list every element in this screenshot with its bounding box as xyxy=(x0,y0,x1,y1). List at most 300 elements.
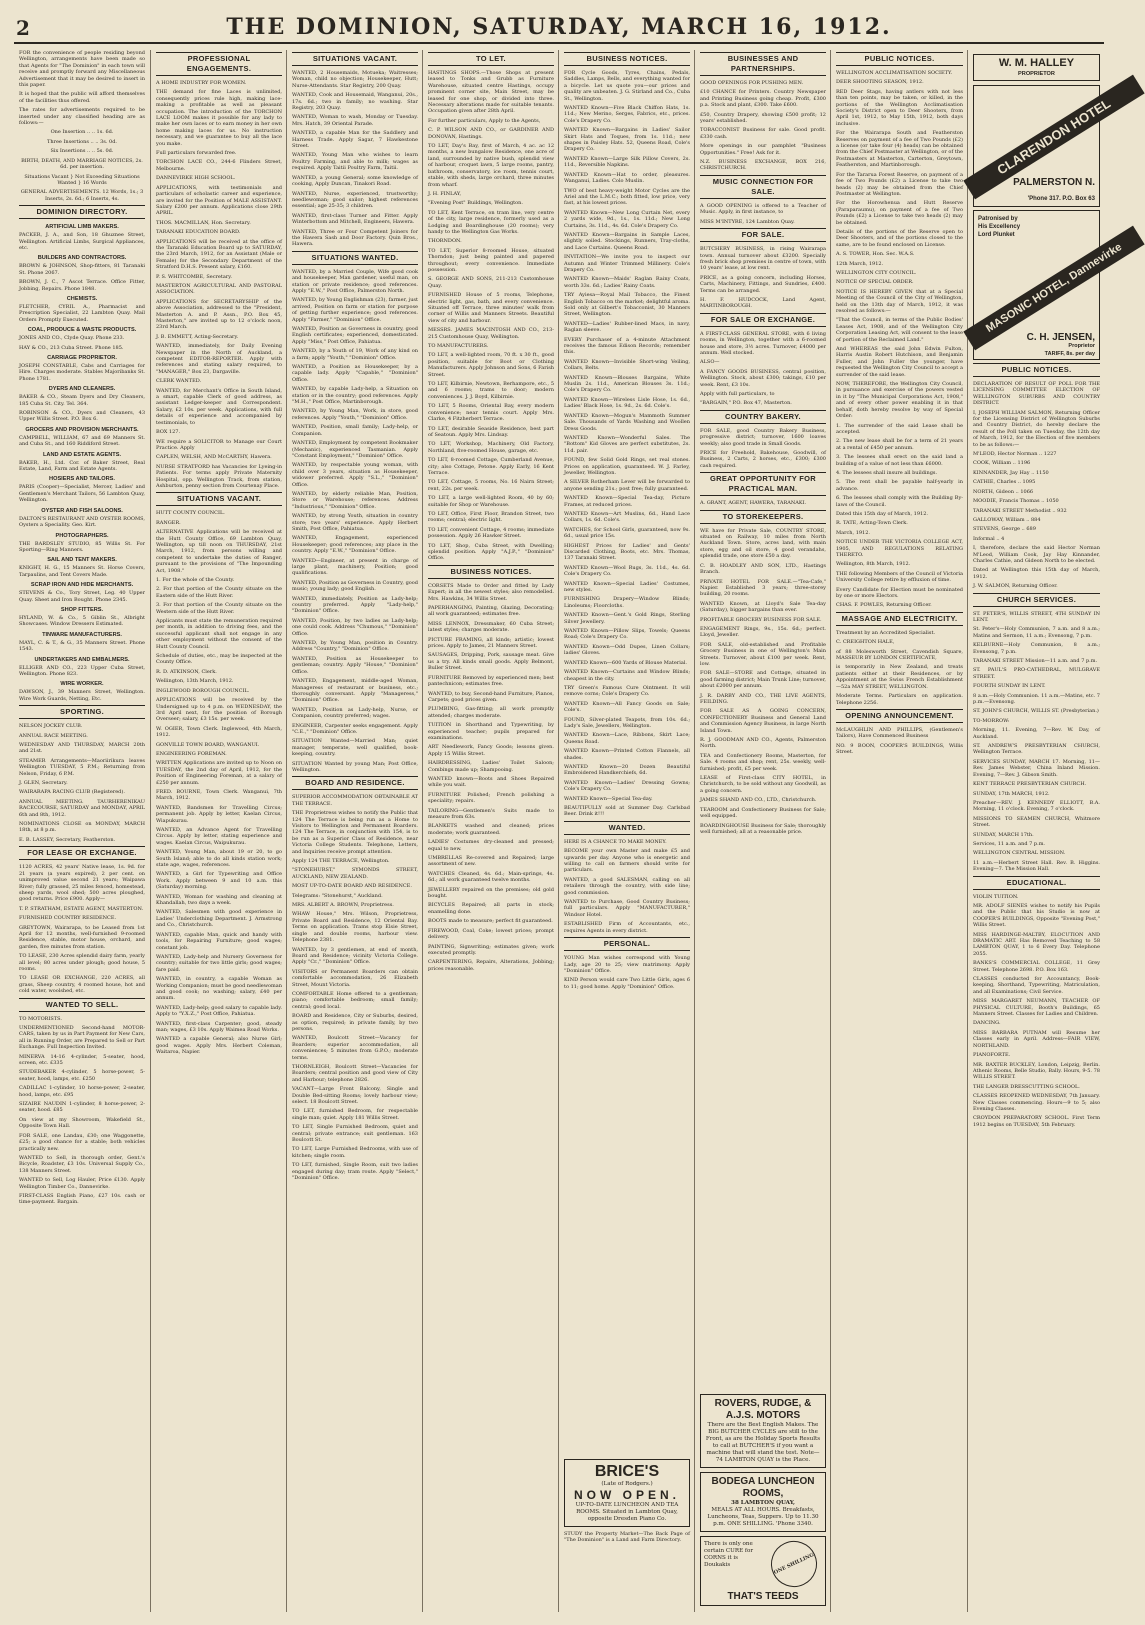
classified-ad: ENGAGEMENT Rings, 9s., 15s. 6d.; perfect. Lloyd, Jeweller. xyxy=(700,625,826,639)
classified-ad: TO-MORROW: xyxy=(973,717,1010,724)
classified-ad: FOR the convenience of people residing beyond Wellington, arrangements have been made so that Agents for "The Dominion" in each town will receive and promptly forward any Miscellaneous Advertisement that it may be desired to insert in this paper. xyxy=(19,50,145,89)
study-property-advert: STUDY the Property Market—The Back Page of "The Dominion" is a Land and Farm Directory. xyxy=(564,1531,690,1544)
brices-advert xyxy=(564,1459,690,1527)
directory-heading: WIRE WORKER. xyxy=(60,681,104,688)
directory-entry: KNIGHT, H. G., 15 Manners St. Horse Covers, Tarpaulins, and Tent Covers Made. xyxy=(19,565,145,578)
classified-ad: C. B. HOADLEY AND SON, LTD., Hastings Branch. xyxy=(700,562,826,576)
classified-ad: WANTED Known—All Fancy Goods on Sale; Cole's. xyxy=(564,700,690,714)
corns-stamp-icon xyxy=(763,1533,824,1594)
teeds-corns-advert xyxy=(700,1536,826,1606)
classified-ad: WANTED Known—Bargains in Ladies' Sailor Skirt Hats and Toques, from 1s. 11d.; new shapes in Paisley Hats. 52, Queens Road, Cole's Drapery Co. xyxy=(564,127,690,153)
column-4 xyxy=(422,50,559,1612)
directory-heading: UNDERTAKERS AND EMBALMERS. xyxy=(34,656,130,663)
classified-ad: WANTED, 2 Housemaids, Motueka; Waitresses; Woman, child no objection; Housekeeper, Hutt; Nurse-Attendants. Star Registry, 200 Quay. xyxy=(292,70,418,89)
directory-entry: HYLAND, W. & Co., 5 Giblin St., Albright Showcases. Window Dressers Estimated. xyxy=(19,614,145,628)
classified-ad: WANTED, by a Married Couple, Wife good cook and housekeeper, Man gardener, useful man, on station or private residence; good references. Apply "E.W.," Post Office, Palmerston North. xyxy=(292,268,418,294)
classified-ad: WANTED, Woman for washing and cleaning at Khandallah, two days a week. xyxy=(156,893,282,907)
classified-ad: J. R. DARBY AND CO., THE LIVE AGENTS, FEILDING. xyxy=(700,692,826,705)
classified-ad: VIOLIN TUITION. xyxy=(973,893,1019,900)
directory-entry: DALTON'S RESTAURANT AND OYSTER ROOMS, Oysters a Speciality. Geo. Kirt. xyxy=(19,515,145,529)
classified-ad: KIND Person would care Two Little Girls, ages 6 to 11; good home. Apply "Dominion" Office. xyxy=(564,977,690,990)
classified-ad: WELLINGTON CENTRAL MISSION. xyxy=(973,850,1066,857)
classified-ad: WANTED, by a Youth of 19, Work of any kind on a farm; apply "Youth," "Dominion" Office. xyxy=(292,348,418,361)
classified-ad: LADIES' Costumes dry-cleaned and pressed; equal to new. xyxy=(428,839,554,852)
classified-ad: WANTED, by respectable young woman, with child over 3 years, situation as Housekeeper, widower preferred. Apply "S.L.," "Dominion" Office. xyxy=(292,462,418,488)
classified-ad: WANTED, Employment by competent Bookmaker (Mechanic), experienced Tasmanian. Apply "Constant Employment," "Dominion" Office. xyxy=(292,440,418,459)
classified-ad: WANTED, a capable Man for the Saddlery and Harness Trade. Apply Sagar, 7 Hawkestone Street. xyxy=(292,130,418,150)
classified-ad: Details of the portions of the Reserve open to Deer Shooters, and of the portions closed to the same, are to be found enclosed on License. xyxy=(836,228,963,248)
classified-ad: ALTERNATIVE Applications will be received at the Hutt County Office, 69 Lambton Quay, Wellington, up till noon on THURSDAY, 21st March, 1912, from persons willing and competent to undertake the duties of Ranger, pursuant to the provisions of "The Impounding Act, 1908." xyxy=(156,529,282,574)
section-header: SPORTING. xyxy=(19,705,145,719)
classified-ad: A. GRANT, AGENT, HAWERA, TARANAKI. xyxy=(700,500,807,507)
classified-ad: WANTED to Sell, in thorough order, Gent.'s Bicycle, Roadster, £3 10s. Universal Supply Co., 138 Manners Street. xyxy=(19,1154,145,1174)
classified-ad: CHAS. F. POWLES, Returning Officer. xyxy=(836,602,932,609)
classified-ad: WANTED, Engagement, middle-aged Woman, Manageress of restaurant or business, etc.; thoroughly conversant. Apply "Manageress," "Dominion" Office. xyxy=(292,678,418,704)
classified-ad: WANTED a capable General; also Nurse Girl; good wages. Apply Mrs. Herbert Coleman, Waitaroa, Napier. xyxy=(156,1036,282,1056)
classified-ad: Wellington, 13th March, 1912. xyxy=(156,678,234,685)
classified-ad: TO LET, Kilbirnie, Newtown, Berhampore, etc., 5 and 6 rooms; trams to door; modern conveniences. J. J. Boyd, Kilbirnie. xyxy=(428,381,554,400)
classified-ad: FOR SALE—STORE and Cottage, situated in good farming district; Main Trunk Line; turnover, about £2000 per annum. xyxy=(700,670,826,690)
classified-ad: INGLEWOOD BOROUGH COUNCIL. xyxy=(156,687,250,694)
clarendon-hotel-name: CLARENDON HOTEL xyxy=(963,75,1144,200)
classified-ad: FIREWOOD, Coal, Coke; lowest prices; prompt delivery. xyxy=(428,927,554,941)
classified-ad: UNDERMENTIONED Second-hand MOTOR-CARS, taken by us in Part Payment for New Cars, all in Running Order, are Prepared to Sell or Part Exchange. Full Inspection Invited. xyxy=(19,1025,145,1051)
classified-ad: FRED. BOURNE, Town Clerk. Wanganui, 7th March, 1912. xyxy=(156,788,282,802)
classified-ad: WANTED Known—Pillow Slips, Towels; Queens Road; Cole's Drapery Co. xyxy=(564,628,690,641)
classified-ad: CADILLAC 1-cylinder, 10 horse-power, 2-seater, hood, lamps, etc. £95 xyxy=(19,1085,145,1098)
classified-ad: RED Deer Stags, having antlers with not less than ten points, may be taken, or killed, in the portions of the Wellington Acclimatisation Society's District open to Deer Shooters, from April 1st, 1912, to May 15th, 1912, both days inclusive. xyxy=(836,88,963,127)
section-header: MUSIC CONNECTION FOR SALE. xyxy=(700,175,826,199)
directory-heading: BUILDERS AND CONTRACTORS. xyxy=(37,255,127,262)
classified-ad: Dated this 15th day of March, 1912. xyxy=(836,510,928,517)
classified-ad: TO LET, convenient Cottage, 4 rooms; immediate possession. Apply 26 Hawker Street. xyxy=(428,526,554,540)
masonic-hotel-name: MASONIC HOTEL, Dannevirke xyxy=(963,226,1144,351)
classified-ad: TARANAKI STREET Methodist .. 932 xyxy=(973,507,1067,514)
rate-line: One Insertion .. .. 1s. 6d. xyxy=(50,129,114,136)
directory-entry: FLETCHER, CYRIL A., Pharmacist and Prescription Specialist, 22 Lambton Quay. Mail Orders Promptly Executed. xyxy=(19,303,145,323)
classified-ad: MINERVA 14-16 4-cylinder, 5-seater, hood, screen, etc. £335 xyxy=(19,1053,145,1067)
classified-ad: "That the Council, in terms of the Public Bodies' Leases Act, 1908, and of the Wellington City Corporation Leasing Act, will consent to the lease of portion of the Reclaimed Land." xyxy=(836,317,963,343)
classified-ad: W. OGIER, Town Clerk. Inglewood, 4th March, 1912. xyxy=(156,725,282,739)
classified-ad: 2. For that portion of the County situate on the Eastern side of the Hutt River. xyxy=(156,586,282,599)
classified-ad: £50, Country Drapery, showing £500 profit; 12 years' established. xyxy=(700,111,826,125)
classified-ad: COOK, William .. 1196 xyxy=(973,460,1031,467)
classified-ad: C. CREIGHTON HALE, xyxy=(836,639,895,646)
classified-ad: WANTED Known—Wireless Lisle Hose, 1s. 6d., Ladies' Black Hose, 1s. 9d., 2s. 6d. Cole's. xyxy=(564,396,690,410)
classified-ad: TO LET, furnished, Single Room, suit two ladies engaged during day; tram route. Apply "Select," "Dominion" Office. xyxy=(292,1162,418,1182)
patron-line-3: Lord Plunket xyxy=(978,232,1015,238)
patron-line-2: His Excellency xyxy=(978,224,1021,230)
directory-entry: JOSEPH CONSTABLE, Cabs and Carriages for Hire. Charges moderate. Stables Majoribanks St. Phone 1781. xyxy=(19,363,145,382)
classified-ad: ST. JOHN'S CHURCH, WILLIS ST. (Presbyterian.) xyxy=(973,708,1099,715)
classified-ad: 1. The surrender of the said Lease shall be accepted. xyxy=(836,422,963,435)
classified-ad: BICYCLES Repaired; all parts in stock; enamelling done. xyxy=(428,902,554,915)
classified-ad: WANTED to Purchase, Good Country Business; full particulars. Apply "MANUFACTURER," Windsor Hotel. xyxy=(564,899,690,918)
classified-ad: CATHIE, Charles .. 1095 xyxy=(973,479,1036,486)
classified-ad: WANTED, immediately, for Daily Evening Newspaper in the North of Auckland, a competent EDITOR-REPORTER. Apply with references and stating salary required, to "MANAGER," Box 23, Dargaville. xyxy=(156,343,282,375)
directory-heading: SCRAP IRON AND HIDE MERCHANTS. xyxy=(30,582,134,589)
directory-entry: BAKER & CO., Steam Dyers and Dry Cleaners, 185 Cuba St. City. Tel. 364. xyxy=(19,394,145,407)
classified-ad: WANTED Known—Odd Dupes, Linen Collars; ladies' Gloves. xyxy=(564,643,690,657)
directory-entry: CAMPBELL, WILLIAM, 67 and 69 Manners St. and Cuba St., and 160 Riddiford Street. xyxy=(19,434,145,448)
classified-ad: TO LET, Shop, Cuba Street, with Dwelling; splendid position. Apply "A.J.P.," "Dominion" Office. xyxy=(428,542,554,562)
directory-entry: HAY & CO., 213 Cuba Street. Phone 185. xyxy=(19,344,124,351)
classified-ad: 2. The new lease shall be for a term of 21 years at a rental of £450 per annum. xyxy=(836,438,963,451)
classified-ad: March, 1912. xyxy=(836,529,871,536)
classified-ad: S. GEORGE AND SONS, 211-213 Customhouse Quay. xyxy=(428,276,554,289)
classified-ad: WANTED, to buy, Second-hand Furniture, Pianos, Carpets; good prices given. xyxy=(428,690,554,703)
classified-ad: TO LET, a well-lighted room, 70 ft. x 30 ft., good position, suitable for Boot or Clothing Manufacturers. Apply Johnson and Sons, 6 Farish Street. xyxy=(428,352,554,378)
classified-ad: TO LET, Single Furnished Bedroom, quiet and central; private entrance; suit gentleman. 163 Boulcott St. xyxy=(292,1124,418,1144)
classified-ad: WANTED, a Position as Housekeeper, by a capable lady. Apply "Capable," "Dominion" Office. xyxy=(292,364,418,383)
corns-stamp-text: ONE SHILLING xyxy=(772,1551,815,1576)
classified-ad: WANTED, Lady-help and Nursery Governess for country; suitable for two little girls; good wages; fare paid. xyxy=(156,953,282,973)
column-3 xyxy=(286,50,423,1612)
classified-ad: PRICE, as a going concern, including Horses, Carts, Machinery, Fittings, and Sundries, £400. Terms can be arranged. xyxy=(700,274,826,294)
classified-ad: 1120 ACRES, 42 years' Native lease, 1s. 9d. for 21 years (a years expired), 2 per cent. on unimproved value second 21 years; Waipawa River; fully grassed, 25 miles fenced, homestead, sheep yards, wool shed; 500 acres ploughed, good returns. Price £900. Apply— xyxy=(19,864,145,903)
classified-ad: 6. The lessees shall comply with the Building By-laws of the Council. xyxy=(836,495,963,508)
classified-ad: The rates for advertisements required to be inserted under any classified heading are as follows:— xyxy=(19,107,145,127)
classified-ad: TRY Green's Famous Cure Ointment. It will remove corns; Cole's Drapery Co. xyxy=(564,684,690,698)
classified-ad: ST. ANDREW'S PRESBYTERIAN CHURCH, Wellington Terrace. xyxy=(973,743,1100,756)
classified-ad: WANTED Known—New Long Curtain Net, every 2 yards wide, 9d., 1s., 1s. 11d.; New Long Curtains, 3s. 11d., 4s. 6d. Cole's Drapery Co. xyxy=(564,209,690,229)
classified-ad: CARPENTERING, Repairs, Alterations, Jobbing; prices reasonable. xyxy=(428,959,554,972)
bodega-address: 38 LAMBTON QUAY, xyxy=(731,1500,795,1506)
classified-ad: UMBRELLAS Re-covered and Repaired; large assortment of new. xyxy=(428,855,554,868)
column-5 xyxy=(558,50,695,1612)
section-header: MASSAGE AND ELECTRICITY. xyxy=(836,612,963,626)
section-header: CHURCH SERVICES. xyxy=(973,593,1100,607)
classified-ad: WANTED, first-class Turner and Fitter. Apply Winterbottom and Mitchell, Engineers, Hawera. xyxy=(292,212,418,226)
classified-ad: TO LET, Cottage, 5 rooms, No. 16 Nairn Street; rent, 22s. per week. xyxy=(428,479,554,492)
directory-entry: BAKER, H., Ltd. Cor. of Baker Street, Real Estate, Land, Farm and Estate Agents. xyxy=(19,459,145,473)
classified-ad: TRY Ayiesa—Royal Mail Tobacco, the Finest English Tobacco on the market; delightful aroma. Sold only at Gilbert's Tobacconist, 30 Manners Street, Wellington. xyxy=(564,292,690,318)
classified-ad: WEDNESDAY AND THURSDAY, MARCH 20th and 21st. xyxy=(19,742,145,755)
classified-ad: GREYTOWN, Wairarapa, to be Leased from 1st April for 12 months, well-furnished 9-roomed Residence, stable, motor house, orchard, and garden, five minutes from station. xyxy=(19,924,145,950)
classified-ad: TO LET, Office, First Floor, Brandon Street, two rooms; central; electric light. xyxy=(428,510,554,524)
classified-ad: BANKS'S COMMERCIAL COLLEGE, 11 Grey Street. Telephone 2698. P.O. Box 163. xyxy=(973,960,1100,973)
halley-banner xyxy=(973,54,1100,81)
classified-ad: PICTURE FRAMING, all kinds; artistic; lowest prices. Apply to James, 21 Manners Street. xyxy=(428,636,554,650)
section-header: DOMINION DIRECTORY. xyxy=(19,205,145,219)
classified-ad: WANTED—Engineer, at present in charge of large plant, machinery, Position; good qualifications. xyxy=(292,557,418,577)
classified-ad: WANTED Known—Special Tea-day. xyxy=(564,795,653,802)
classified-ad: R. J. GOODMAN AND CO., Agents, Palmerston North. xyxy=(700,737,826,750)
classified-ad: Wellington, 8th March, 1912. xyxy=(836,561,911,568)
classified-ad: MISS M'INTYRE, 124 Lambton Quay. xyxy=(700,218,795,225)
classified-ad: WRITTEN Applications are invited up to Noon on TUESDAY, the 2nd day of April, 1912, for the Position of Engineering Foreman, at a salary of £250 per annum. xyxy=(156,760,282,786)
classified-ad: THE following Members of the Council of Victoria University College retire by effluxion of time. xyxy=(836,570,963,584)
classified-ad: TO LET, Day's Bay, first of March, 4 ac. ac 12 months, a new bungalow Residence, one acre of land, surrounded by native bush, splendid view of harbour, croquet lawn, 5 large rooms, pantry, bathroom, conservatory, ice room, tennis court, stable, with sheds, large orchard, three minutes from wharf. xyxy=(428,143,554,188)
classified-ad: THE LANGER DRESSCUTTING SCHOOL. xyxy=(973,1083,1080,1090)
classified-ad: SIZAIRE NAUDIN 1-cylinder, 8 horse-power, 2-seater, hood. £85 xyxy=(19,1101,145,1114)
classified-ad: MISSIONS TO SEAMEN CHURCH, Whitmore Street. xyxy=(973,815,1100,829)
classified-ad: NOTICE OF SPECIAL ORDER. xyxy=(836,279,914,286)
classified-ad: WHAW House," Mrs. Wilson, Proprietress, Private Board and Residence, 12 Oriental Bay. Terms on application. Trams stop Elsie Street, single and double rooms, harbour view. Telephone 2381. xyxy=(292,911,418,944)
classified-ad: EVERY Purchaser of a 4-minute Attachment receives the famous Edison Records; remember this. xyxy=(564,336,690,356)
classified-ad: SITUATION Wanted by young Man; Post Office, Wellington. xyxy=(292,760,418,773)
section-header: BUSINESS NOTICES. xyxy=(428,565,554,579)
column-7 xyxy=(830,50,968,1612)
classified-ad: Treatment by an Accredited Specialist. xyxy=(836,629,936,636)
directory-entry: PARIS (Cooper)—Specialist, Mercer, Ladies' and Gentlemen's Merchant Tailors, 56 Lambton Quay, Wellington. xyxy=(19,484,145,504)
classified-ad: TO LET, 5 Rooms, Oriental Bay, every modern convenience; near tennis court. Apply Mrs. Clarke, 4 Fitzherbert Terrace. xyxy=(428,403,554,423)
classified-ad: TUITION in Shorthand and Typewriting, by experienced teacher; pupils prepared for examinations. xyxy=(428,722,554,741)
classified-ad: DANNEVIRKE HIGH SCHOOL. xyxy=(156,175,236,182)
classified-ad: For the Wairarapa South and Featherston Reserves on payment of a fee of Two Pounds (£2) a license (or take four (4) heads) can be obtained from the Chief Postmaster at Wellington, or of the Postmasters at Masterton, Carterton, Greytown, Featherston, and Martinborough. xyxy=(836,130,963,169)
classified-ad: WANTED, by 3 gentlemen, at end of month, Board and Residence; vicinity Victoria College. Apply "Cr.," "Dominion" Office. xyxy=(292,946,418,966)
classified-ad: SUNDAY, MARCH 17th. xyxy=(973,831,1034,838)
directory-heading: SHOP FITTERS. xyxy=(60,606,104,613)
classified-ad: WE require a SOLICITOR to Manage our Court Practice. Apply xyxy=(156,438,282,451)
classified-ad: ST. PAUL'S PRO-CATHEDRAL, MULGRAVE STREET. xyxy=(973,667,1100,680)
classified-ad: Schedule of duties, etc., may be inspected at the County Office. xyxy=(156,653,282,666)
section-header: COUNTRY BAKERY. xyxy=(700,410,826,424)
classified-ad: VISITORS or Permanent Boarders can obtain comfortable accommodation, 26 Elizabeth Street, Mount Victoria. xyxy=(292,968,418,988)
classified-ad: P. S. WHITCOMBE, Secretary. xyxy=(156,273,232,280)
classified-ad: FURNISHED COUNTRY RESIDENCE. xyxy=(19,915,117,922)
directory-entry: MAYL, C. & T., & G., 35 Manners Street. Phone 1543. xyxy=(19,639,145,653)
column-8 xyxy=(967,50,1125,1612)
brices-subtitle: (Late of Rodgers.) xyxy=(601,1481,653,1487)
directory-heading: PHOTOGRAPHERS. xyxy=(55,532,109,539)
classified-ad: TO LET, a large well-lighted Room, 40 by 60; suitable for Shop or Warehouse. xyxy=(428,495,554,508)
classified-ad: is temporarily in New Zealand, and treats patients either at their Residences, or by Appointment at the Swiss French Establishment—52a MAY STREET, WELLINGTON. xyxy=(836,664,963,690)
classified-ad: NORTH, Gideon .. 1066 xyxy=(973,488,1034,495)
classified-ad: GONVILLE TOWN BOARD, WANGANUI. xyxy=(156,741,260,748)
classified-ad: THOS. MACMILLAN, Hon. Secretary. xyxy=(156,219,251,226)
classified-ad: FOR Cycle Goods, Tyres, Chains, Pedals, Saddles, Lamps, Bells, and everything wanted for a bicycle. Let us quote you—our prices and quality are unbeaten. J. G. Stirland and Co., Cuba St., Wellington. xyxy=(564,70,690,102)
classified-ad: Every Candidate for Election must be nominated by one or more Electors. xyxy=(836,586,963,600)
classified-ad: WANTED, for Merchant's Office in South Island, a smart, capable Clerk of good address, as assistant Ledger-keeper and Correspondent. Salary, £2 10s. per week. Applications, with full details of experience and accompanied by testimonials, to xyxy=(156,387,282,426)
classified-ad: WANTED, by elderly reliable Man, Position, Store or Warehouse; references. Address "Industrious," "Dominion" Office. xyxy=(292,490,418,510)
classified-ad: BOOTS made to measure; perfect fit guaranteed. xyxy=(428,918,553,925)
classified-ad: ALSO— xyxy=(700,359,720,366)
classified-ad: WANTED Known—Wonderful Sales. The "Bottom" Kid Gloves are perfect substitutes, 2s. 11d. pair. xyxy=(564,434,690,454)
classified-ad: WELLINGTON CITY COUNCIL. xyxy=(836,269,917,276)
classified-ad: WANTED, an Advance Agent for Travelling Circus. Apply by letter, stating experience and wages. Kaelan Circus, Waipukurau. xyxy=(156,827,282,846)
classified-ad: ESTABLISHED Firm of Accountants, etc., requires Agents in every district. xyxy=(564,921,690,934)
section-header: EDUCATIONAL. xyxy=(973,876,1100,890)
section-header: GREAT OPPORTUNITY FOR PRACTICAL MAN. xyxy=(700,472,826,496)
classified-ad: WANTED Known—Mogun's Mammoth Summer Sale. Thousands of Yards Washing and Woollen Dress Goods. xyxy=(564,412,690,432)
directory-entry: THE BARDSLEY STUDIO, 85 Willis St. For Sporting—Ring Manners. xyxy=(19,540,145,553)
clarendon-town: PALMERSTON N. xyxy=(1013,176,1095,188)
classified-ad: WANTED Known—Ladies' Dressing Gowns; Cole's Drapery Co. xyxy=(564,779,690,793)
classified-ad: Apply 124 THE TERRACE, Wellington. xyxy=(292,858,390,865)
classified-ad: PAINTING, Signwriting; estimates given; work executed promptly. xyxy=(428,943,554,956)
classified-ad: MR. BAXTER BUCKLEY, London, Leipzig, Berlin. Athenic Rooms, Belle Studio, Bally. Hours, 9-5. 78 WILLIS STREET. xyxy=(973,1061,1100,1081)
classified-ad: On view at my Showroom, Wakefield St., Opposite Town Hall. xyxy=(19,1116,145,1130)
classified-ad: MESSRS. JAMES MACINTOSH AND CO., 213-215 Customhouse Quay, Wellington. xyxy=(428,327,554,340)
classified-ad: GOOD OPENINGS FOR PUSHING MEN. xyxy=(700,80,804,86)
classified-ad: WANTED Known—Blouses Bargains, White Muslin 2s. 11d., American Blouses 3s. 11d.; Cole's Drapery Co. xyxy=(564,374,690,394)
classified-ad: FOR SALE, one Landau, £30; one Waggonette, £25; a good chance for a stable; both vehicles practically new. xyxy=(19,1132,145,1152)
classified-ad: TO MANUFACTURERS. xyxy=(428,343,489,350)
classified-ad: N.Z. BUSINESS EXCHANGE, BOX 216, CHRISTCHURCH. xyxy=(700,159,826,172)
directory-entry: STEVENS & Co., Tory Street, Leg. 40 Upper Quay. Sheet and Iron Bought. Phone 2345. xyxy=(19,590,145,603)
classified-ad: Morning, 11. Evening, 7—Rev. W. Day, of Auckland. xyxy=(973,727,1100,740)
classified-ad: A FANCY GOODS BUSINESS, central position, Wellington. Stock, about £300; takings, £10 per week. Rent, £3 10s. xyxy=(700,368,826,388)
classified-ad: And WHEREAS the said John Edwin Fulton, Harris Austin Robert Hutchison, and Benjamin Fuller, and John Fuller the younger, have requested the Wellington City Council to accept a surrender of the said lease. xyxy=(836,346,963,378)
column-1 xyxy=(14,50,150,1612)
classified-ad: WANTED, Bandsmen for Travelling Circus; permanent job. Apply by letter, Kaelan Circus, Wiapukurau. xyxy=(156,804,282,824)
columns xyxy=(14,50,1125,1612)
section-header: BUSINESS NOTICES. xyxy=(564,52,690,66)
brices-open: NOW OPEN. xyxy=(573,1488,680,1502)
classified-ad: WELLINGTON ACCLIMATISATION SOCIETY. xyxy=(836,70,953,76)
classified-ad: THORNDON. xyxy=(428,238,462,245)
classified-ad: TEAROOM and Confectionery Business for Sale; well equipped. xyxy=(700,806,826,820)
classified-ad: WANTED, Position as Lady-help, Nurse, or Companion, country preferred; wages. xyxy=(292,706,418,720)
classified-ad: VACANT—Large Front Balcony, Single and Double Bed-sitting Rooms; lovely harbour view; select. 18 Boulcott Street. xyxy=(292,1086,418,1106)
corns-text: There is only one certain CURE for CORNS it is Doukakis xyxy=(704,1541,754,1568)
classified-ad: WANTED, by capable Lady-help, a Situation on station or in the country; good references. Apply "M.H.," Post Office, Martinborough. xyxy=(292,386,418,406)
classified-ad: PLUMBING, Gas-fitting; all work promptly attended; charges moderate. xyxy=(428,706,554,719)
halley-proprietor: PROPRIETOR xyxy=(1018,71,1055,77)
directory-heading: SAIL AND TENT MAKERS. xyxy=(47,557,117,564)
section-header: BUSINESSES AND PARTNERSHIPS. xyxy=(700,52,826,76)
classified-ad: "Evening Post" Buildings, Wellington. xyxy=(428,200,523,207)
clarendon-phone: 'Phone 317. P.O. Box 63 xyxy=(1027,195,1095,202)
classified-ad: WANTED, a Girl for Typewriting and Office Work. Apply between 9 and 10 a.m. this (Saturday) morning. xyxy=(156,871,282,891)
classified-ad: FURNITURE Polished; French polishing a speciality; repairs. xyxy=(428,791,554,805)
bodega-advert xyxy=(700,1472,826,1532)
classified-ad: WANTED, Boulcott Street—Vacancy for Boarders; superior accommodation, all conveniences; 5 minutes from G.P.O.; moderate terms. xyxy=(292,1035,418,1061)
directory-heading: COAL, PRODUCE & WASTE PRODUCTS. xyxy=(27,327,137,334)
classified-ad: FOR SALE, good Country Bakery Business, progressive district; turnover, 1600 loaves weekly; also good trade in Small Goods. xyxy=(700,427,826,447)
classified-ad: For the Horowhenua and Hutt Reserve (Paraparaumu), on payment of a fee of Two Pounds (£2) a License to take two heads (2) may be obtained. xyxy=(836,200,963,226)
rate-line: Situations Vacant } Not Exceeding Situations Wanted } 16 Words xyxy=(24,173,140,186)
classified-ad: FOR SALE, old-established and Profitable Grocery Business in one of Wellington's Main Streets. Turnover, about £100 per week. Rent, low. xyxy=(700,641,826,667)
classified-ad: PRIVATE HOTEL FOR SALE.—"Tea-Cafe," Napier. Established 3 years; three-storey building, 20 rooms. xyxy=(700,578,826,598)
classified-ad: APPLICATIONS for SECRETARYSHIP of the above Association, addressed to the "President, Masterton A. and P. Assn., P.O. Box 45, Masterton," are invited up to 12 o'clock noon, 23rd March. xyxy=(156,298,282,331)
directory-heading: DYERS AND CLEANERS. xyxy=(48,386,116,393)
classified-ad: 8 a.m.—Holy Communion. 11 a.m.—Matins, etc. 7 p.m.—Evensong. xyxy=(973,692,1100,706)
column-6 xyxy=(694,50,831,1612)
section-header: FOR LEASE OR EXCHANGE. xyxy=(19,846,145,860)
classified-ad: CORSETS Made to Order and fitted by Lady Expert; in all the newest styles; also remodelled. Mrs. Hawkins, 34 Willis Street. xyxy=(428,582,554,602)
directory-heading: TINWARE MANUFACTURERS. xyxy=(42,631,122,638)
classified-ad: WANTED, Lady-help; good salary to capable lady. Apply to "Y.X.Z.," Post Office, Pahiatua. xyxy=(156,1004,282,1018)
newspaper-title: THE DOMINION, SATURDAY, MARCH 16, 1912. xyxy=(226,14,892,40)
classified-ad: More openings in our pamphlet "Business Opportunities." Free! Ask for it. xyxy=(700,143,826,156)
classified-ad: R. TATE, Acting-Town Clerk. xyxy=(836,520,908,527)
classified-ad: SUPERIOR ACCOMMODATION OBTAINABLE AT THE TERRACE. xyxy=(292,794,418,807)
classified-ad: DEER SHOOTING SEASON, 1912. xyxy=(836,79,924,86)
brices-body: UP-TO-DATE LUNCHEON AND TEA ROOMS. Situated in Lambton Quay, opposite Dresden Piano Co. xyxy=(575,1502,679,1522)
classified-ad: Apply with full particulars, to xyxy=(700,391,775,397)
classified-ad: TO LET, Large Furnished Bedrooms, with use of kitchen; single room. xyxy=(292,1146,418,1159)
classified-ad: MOST UP-TO-DATE BOARD AND RESIDENCE. xyxy=(292,883,412,890)
section-header: WANTED TO SELL. xyxy=(19,998,145,1012)
classified-ad: JAMES SHAND AND CO., LTD., Christchurch. xyxy=(700,797,817,804)
classified-ad: I, JOSEPH WILLIAM SALMON, Returning Officer for the Licensing District of Wellington Suburbs and Country District, do hereby declare the result of the Poll taken on Tuesday, the 12th day of March, 1912, for the Election of five members to be as follows:— xyxy=(973,409,1100,448)
classified-ad: WANTED, Three or Four Competent Joiners for the Hawera Sash and Door Factory. Quin Bros., Hawera. xyxy=(292,228,418,248)
classified-ad: HERE IS A CHANCE TO MAKE MONEY. xyxy=(564,838,667,845)
classified-ad: LEASE of First-class CITY HOTEL, in Christchurch, to be sold without any Goodwill, as a going concern. xyxy=(700,775,826,794)
classified-ad: ST. PETER'S, WILLIS STREET, 4TH SUNDAY IN LENT. xyxy=(973,610,1100,623)
classified-ad: Telegrams: "Stonehurst," Auckland. xyxy=(292,892,383,899)
classified-ad: WANTED—Ladies' Rubber-lined Macs, in navy, Raglan sleeve. xyxy=(564,320,690,334)
classified-ad: WANTED known—Boots and Shoes Repaired while you wait. xyxy=(428,775,554,789)
section-header: BOARD AND RESIDENCE. xyxy=(292,776,418,790)
classified-ad: WANTED Known—Maids' Raglan Rainy Coats, worth 33s. 6d.; Ladies' Rainy Coats. xyxy=(564,276,690,289)
classified-ad: SAUSAGES, Dripping, Pork, sausage meat. Give us a try. All kinds small goods. Apply Belmont, Buller Street. xyxy=(428,652,554,672)
classified-ad: St. Peter's—Holy Communion, 7 a.m. and 8 a.m.; Matins and Sermon, 11 a.m.; Evensong, 7 p.m. xyxy=(973,626,1100,639)
classified-ad: HAIRDRESSING, Ladies' Toilet Saloon; Combings made up; Shampooing. xyxy=(428,760,554,773)
directory-entry: ROBINSON & CO., Dyers and Cleaners, 43 Upper Willis Street. P.O. Box 6. xyxy=(19,410,145,423)
classified-ad: Dated at Wellington this 15th day of March, 1912. xyxy=(973,567,1100,580)
brices-title: BRICE'S xyxy=(594,1463,660,1480)
classified-ad: A HOME INDUSTRY FOR WOMEN. xyxy=(156,80,247,86)
classified-ad: TO LET, Superior 8-roomed House, situated Thorndon; just being painted and papered throughout; every convenience. Immediate possession. xyxy=(428,247,554,273)
classified-ad: Preacher—REV. J. KENNEDY ELLIOTT, B.A. Morning, 11 o'clock. Evening, 7 o'clock. xyxy=(973,799,1100,813)
classified-ad: WANTED Known—Curtains and Window Blinds; cheapest in the city. xyxy=(564,669,690,682)
classified-ad: FOURTH SUNDAY IN LENT. xyxy=(973,683,1046,690)
classified-ad: E. B. LASSEY, Secretary, Featherston. xyxy=(19,836,116,843)
classified-ad: J. W. SALMON, Returning Officer. xyxy=(973,583,1058,590)
motors-body: There are the Best English Makes. The BIG BUTCHER CYCLES are still to the Front, as are the Holiday Sports Results to call at BUTCHER'S if you want a machine that will stand the test. Note—74 LAMBTON QUAY is the Place. xyxy=(705,1422,821,1463)
classified-ad: T. P. STRATHAM, ESTATE AGENT, MASTERTON. xyxy=(19,905,144,912)
classified-ad: FURNITURE Removed by experienced men; best pantechnicon; estimates free. xyxy=(428,674,554,688)
classified-ad: WANTED, Position, by two ladies as Lady-help; one could cook. Address "Chumous," "Dominion" Office. xyxy=(292,617,418,637)
classified-ad: GALLOWAY, William .. 884 xyxy=(973,516,1041,523)
directory-entry: PACKER, J. A., and Son, 18 Ghuznee Street, Wellington. Artificial Limbs, Surgical Appliances, etc. xyxy=(19,232,145,251)
section-header: PERSONAL. xyxy=(564,937,690,951)
classified-ad: MISS HARDINGE-MALTBY, ELOCUTION AND DRAMATIC ART. Has Removed Teaching to 58 LAMBTON QUAY, 1 to 6 Every Day. Telephone 2055. xyxy=(973,931,1100,957)
classified-ad: WE have for Private Sale, COUNTRY STORE, situated on Railway, 10 miles from North Auckland Town. Store, acres land, with main store, egg and oil store, 4 good verandahs, splendid trade, one store £50 a day. xyxy=(700,527,826,560)
section-header: SITUATIONS WANTED. xyxy=(292,251,418,265)
classified-ad: Full particulars forwarded free. xyxy=(156,150,237,157)
classified-ad: 5. The rent shall be payable half-yearly in advance. xyxy=(836,479,963,492)
classified-ad: MASTERTON AGRICULTURAL AND PASTORAL ASSOCIATION. xyxy=(156,282,282,296)
directory-heading: CHEMISTS. xyxy=(66,295,98,302)
section-header: TO LET. xyxy=(428,52,554,66)
bodega-body: MEALS AT ALL HOURS. Breakfasts, Luncheons, Teas, Suppers. Up to 11.30 p.m. ONE SHILLING. 'Phone 3340. xyxy=(707,1507,819,1527)
rate-line: Three Insertions .. .. 3s. 0d. xyxy=(47,138,117,145)
classified-ad: WANTED, first-class Carpenter; good, steady man; wages, £3 10s. Apply Waimea Road Works. xyxy=(156,1020,282,1033)
classified-ad: Informal .. 4 xyxy=(973,535,1005,542)
classified-ad: WANTED, by Young Man, Work, in store, good references. Apply "Youth," "Dominion" Office. xyxy=(292,408,418,421)
section-header: SITUATIONS VACANT. xyxy=(292,52,418,66)
classified-ad: 11 a.m.—Herbert Street Hall. Rev. B. Higgins. Evening—7. The Mission Hall. xyxy=(973,859,1100,873)
classified-ad: KELBURNE—Holy Communion, 8 a.m.; Evensong, 7 p.m. xyxy=(973,642,1100,655)
classified-ad: FURNISHING Drapery—Window Blinds; Linoleums; Floorcloths. xyxy=(564,596,690,609)
classified-ad: A FIRST-CLASS GENERAL STORE, with 6 living rooms, in Wellington, together with a 6-roomed house and store, 3½ acres. Turnover, £4000 per annum. Well stocked. xyxy=(700,330,826,356)
classified-ad: WANTED Known—Wool Rugs, 3s. 11d., 4s. 6d. Cole's Drapery Co. xyxy=(564,564,690,578)
classified-ad: A. S. TOWER, Hon. Sec. W.A.S. xyxy=(836,251,915,258)
classified-ad: NOMINATIONS CLOSE on MONDAY, MARCH 18th, at 8 p.m. xyxy=(19,821,145,834)
classified-ad: £10 CHANCE for Printers. Country Newspaper and Printing Business going cheap. Profit, £300 p.a. Stock and plant, £300. Take £600. xyxy=(700,89,826,109)
classified-ad: MISS BARBARA PUTNAM will Resume her Classes early in April. Address—FAIR VIEW, NORTHLAND. xyxy=(973,1029,1100,1049)
classified-ad: "STONEHURST," SYMONDS STREET, AUCKLAND, NEW ZEALAND. xyxy=(292,867,418,880)
classified-ad: INVITATION—We invite you to inspect our Autumn and Winter Trimmed Millinery. Cole's Drapery Co. xyxy=(564,254,690,273)
directory-heading: CARRIAGE PROPRIETOR. xyxy=(47,355,117,361)
bodega-title: BODEGA LUNCHEON ROOMS, xyxy=(711,1476,815,1499)
section-header: FOR SALE. xyxy=(700,228,826,242)
classified-ad: FURNISHED House of 5 rooms, Telephone, electric light, gas, bath, and every convenience. Situated off Terrace, three minutes' walk from corner of Willis and Manners Streets. Beautiful view of city and harbour. xyxy=(428,292,554,324)
classified-ad: 1. For the whole of the County. xyxy=(156,577,235,583)
classified-ad: STEAMER Arrangements—Maoriirikura leaves Wellington TUESDAY, 5 P.M.; Returning from Nelson, Friday, 6 P.M. xyxy=(19,757,145,777)
patron-line-1: Patronised by xyxy=(978,216,1018,222)
directory-entry: BROWN & JOHNSON, Shop-fitters, 81 Taranaki St. Phone 2067. xyxy=(19,263,145,276)
section-header: PROFESSIONAL ENGAGEMENTS. xyxy=(156,52,282,76)
classified-ad: WATCHES Cleaned, 4s. 6d.; Main-springs, 4s. 6d.; all work guaranteed twelve months. xyxy=(428,870,554,884)
rate-line: BIRTH, DEATH, AND MARRIAGE NOTICES, 2s. 6d. per insertion. xyxy=(21,157,143,171)
jensen-proprietor: Proprietor xyxy=(1068,342,1095,349)
classified-ad: HASTINGS SHOPS.—Those Shops at present leased to Tonks and Grubb as Furniture Warehouse, situated centre Hastings, occupy prominent corner site, Main Street, may be leased for one shop, or divided into three. Necessary alterations made for suitable tenants. Occupation given after 28th April. xyxy=(428,70,554,115)
